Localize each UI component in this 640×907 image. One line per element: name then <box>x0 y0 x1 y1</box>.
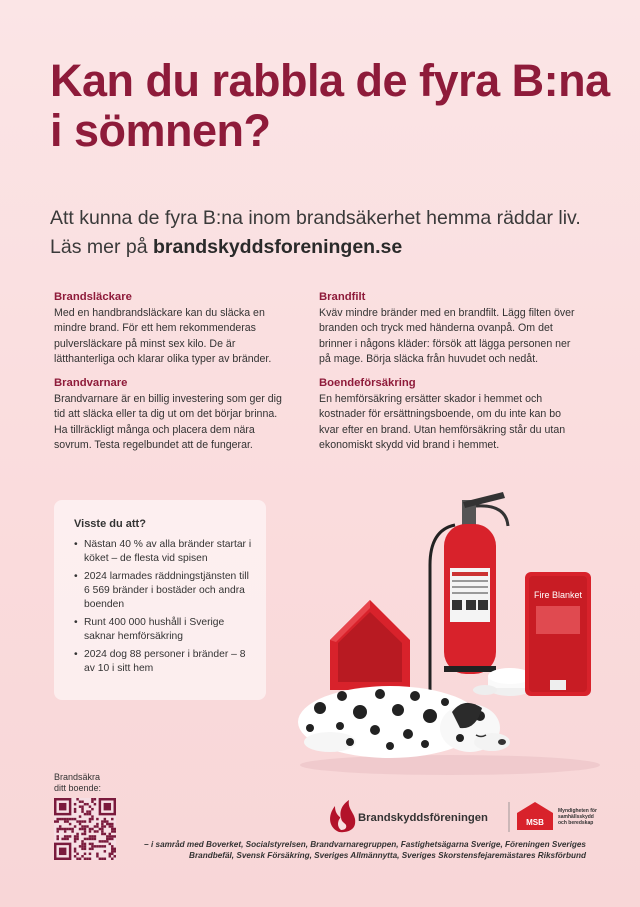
facts-box <box>54 500 266 700</box>
facts-title: Visste du att? <box>74 518 146 530</box>
section-body-brandfilt: Kväv mindre bränder med en brandfilt. Lägg filten över branden och tryck med händerna ovanpå. Om det brinner i någons kläder: försök att lägga personen ner på mage. Börja släcka från huvudet och nedåt. <box>319 307 575 365</box>
footer-credits <box>130 839 586 861</box>
section-body-brandslackare: Med en handbrandsläckare kan du släcka en mindre brand. För ett hem rekommenderas pulversläckare på minst sex kilo. De är lätthanterliga och klarar olika typer av bränder. <box>54 307 272 365</box>
page-headline: Kan du rabbla de fyra B:na i sömnen? <box>50 55 610 156</box>
section-title-brandslackare: Brandsläckare <box>54 291 132 303</box>
intro-body: Att kunna de fyra B:na inom brandsäkerhet hemma räddar liv. Läs mer på <box>50 207 581 258</box>
blanket-label: Fire Blanket <box>533 590 583 600</box>
section-title-boendeforsakring: Boendeförsäkring <box>319 377 416 390</box>
intro-text <box>50 204 610 262</box>
website-link[interactable]: brandskyddsforeningen.se <box>152 236 403 258</box>
floor-shadow <box>300 755 600 775</box>
msb-line2: samhällsskydd <box>558 814 594 820</box>
brandskyddsforeningen-logo-icon <box>330 800 355 832</box>
qr-label-line2: ditt boende: <box>54 783 102 793</box>
section-body-brandvarnare: Brandvarnare är en billig investering som ger dig tid att släcka eller ta dig ut om det börjar brinna. Ha tillräckligt många och placera dem nära sovrum. Testa regelbundet att de fungerar. <box>54 393 282 451</box>
section-body-boendeforsakring: En hemförsäkring ersätter skador i hemmet och kostnader för ersättningsboende, om du inte kan bo kvar efter en brand. Utan hemförsäkring står du utan ekonomiskt skydd vid brand i hemmet. <box>319 393 566 451</box>
fact-item: • 2024 larmades räddningstjänsten till 6 569 bränder i bostäder och andra boenden <box>74 570 256 612</box>
right-column <box>319 290 581 462</box>
fact-item: • Nästan 40 % av alla bränder startar i köket – de flesta vid spisen <box>74 538 256 566</box>
footer-line2: Brandbefäl, Svensk Försäkring, Sveriges Allmännytta, Sveriges Skorstensfejaremästares Riksförbund <box>189 851 586 860</box>
msb-line3: och beredskap <box>558 820 594 826</box>
fire-blanket-icon <box>525 572 591 696</box>
facts-list <box>54 538 266 676</box>
section-title-brandfilt: Brandfilt <box>319 291 366 303</box>
left-column <box>54 290 286 462</box>
fact-item: • 2024 dog 88 personer i bränder – 8 av 10 i sitt hem <box>74 648 256 676</box>
msb-name <box>558 808 598 826</box>
qr-label <box>54 772 101 794</box>
msb-mark: MSB <box>526 818 544 827</box>
safety-illustration <box>280 480 620 780</box>
house-icon <box>330 600 410 690</box>
msb-logo-icon <box>517 802 553 830</box>
qr-code[interactable] <box>54 798 116 860</box>
brandskyddsforeningen-name: Brandskyddsföreningen <box>358 812 488 824</box>
footer-line1: – i samråd med Boverket, Socialstyrelsen, Brandvarnaregruppen, Fastighetsägarna Sverige, Föreningen Sveriges <box>144 840 586 849</box>
section-title-brandvarnare: Brandvarnare <box>54 377 128 390</box>
dalmatian-dog-icon <box>298 686 510 758</box>
qr-label-line1: Brandsäkra <box>54 772 101 782</box>
msb-line1: Myndigheten för <box>558 808 597 814</box>
fact-item: • Runt 400 000 hushåll i Sverige saknar hemförsäkring <box>74 616 256 644</box>
